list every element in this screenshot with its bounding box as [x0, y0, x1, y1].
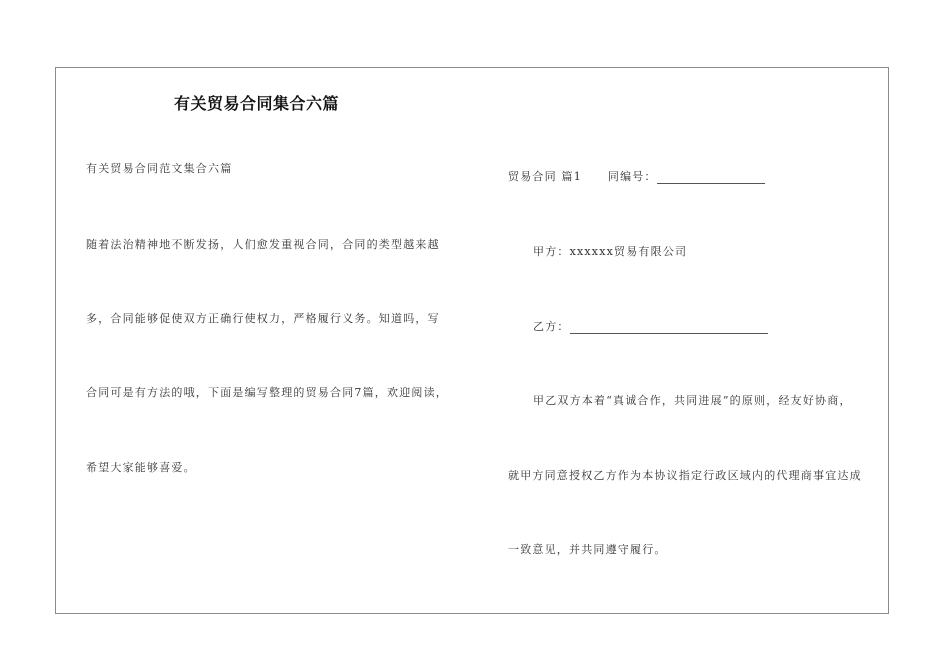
document-page-frame	[55, 67, 889, 614]
contract-body-line-1: 甲乙双方本着“真诚合作，共同进展”的原则，经友好协商，	[533, 394, 852, 407]
party-b-blank	[570, 321, 768, 334]
left-paragraph-line-3: 合同可是有方法的哦，下面是编写整理的贸易合同7篇，欢迎阅读，	[86, 386, 448, 399]
party-a-line: 甲方：xxxxxx贸易有限公司	[533, 245, 688, 258]
contract-heading: 贸易合同 篇1	[508, 170, 582, 183]
contract-body-line-3: 一致意见，并共同遵守履行。	[508, 543, 667, 556]
party-b-line	[533, 318, 768, 334]
left-paragraph-line-1: 随着法治精神地不断发扬，人们愈发重视合同，合同的类型越来越	[86, 238, 440, 251]
contract-number-blank	[657, 171, 765, 184]
contract-body-line-2: 就甲方同意授权乙方作为本协议指定行政区域内的代理商事宜达成	[508, 469, 862, 482]
left-subtitle: 有关贸易合同范文集合六篇	[86, 162, 233, 175]
left-paragraph-line-4: 希望大家能够喜爱。	[86, 461, 196, 474]
document-title: 有关贸易合同集合六篇	[174, 94, 340, 113]
party-b-label: 乙方：	[533, 320, 570, 333]
contract-number-label: 同编号：	[607, 170, 657, 183]
left-paragraph-line-2: 多，合同能够促使双方正确行使权力，严格履行义务。知道吗，写	[86, 312, 440, 325]
contract-header-line	[508, 168, 765, 184]
